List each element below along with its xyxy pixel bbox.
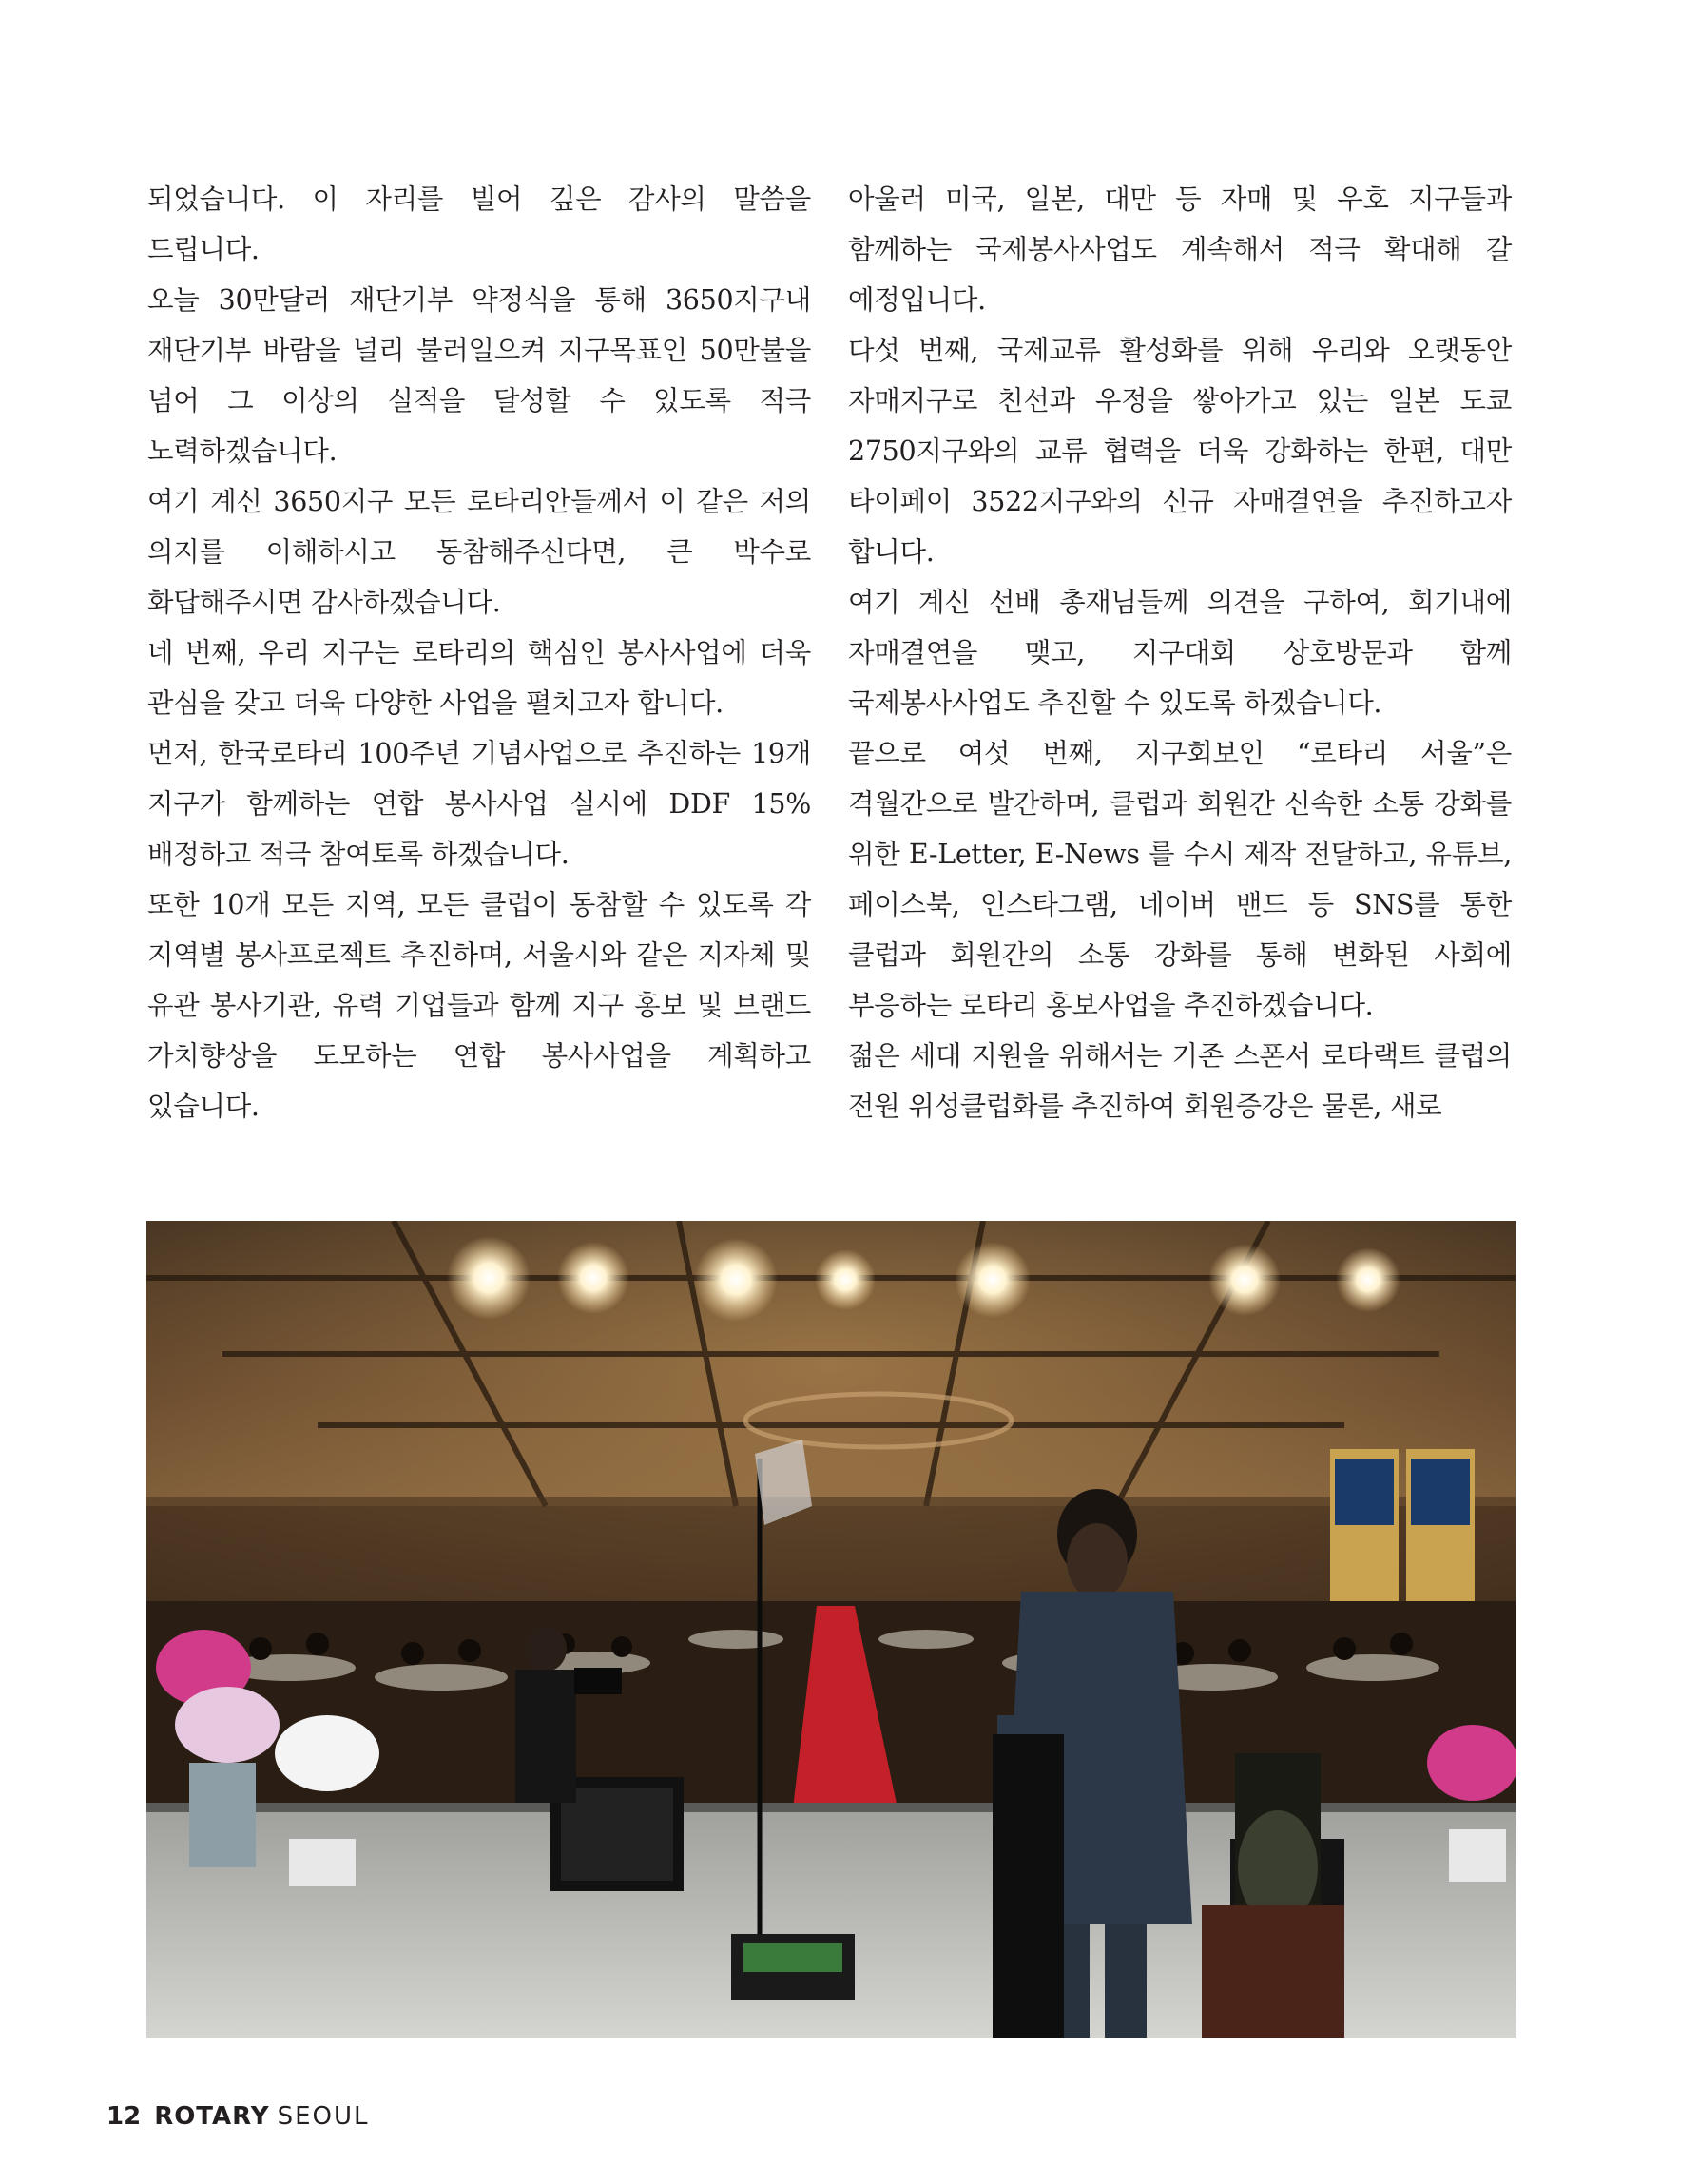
- paragraph: 네 번째, 우리 지구는 로타리의 핵심인 봉사사업에 더욱 관심을 갖고 더욱 다양한 사업을 펼치고자 합니다.: [147, 637, 811, 719]
- paragraph: 또한 10개 모든 지역, 모든 클럽이 동참할 수 있도록 각 지역별 봉사프로젝트 추진하며, 서울시와 같은 지자체 및 유관 봉사기관, 유력 기업들과 함께 지구 홍보 및 브랜드 가치향상을 도모하는 연합 봉사사업을 계획하고 있습니다.: [147, 889, 811, 1122]
- page-footer: [106, 2102, 370, 2140]
- paragraph: 여기 계신 3650지구 모든 로타리안들께서 이 같은 저의 의지를 이해하시고 동참해주신다면, 큰 박수로 화답해주시면 감사하겠습니다.: [147, 486, 811, 618]
- paragraph: 여기 계신 선배 총재님들께 의견을 구하여, 회기내에 자매결연을 맺고, 지구대회 상호방문과 함께 국제봉사사업도 추진할 수 있도록 하겠습니다.: [848, 587, 1512, 719]
- paragraph: 아울러 미국, 일본, 대만 등 자매 및 우호 지구들과 함께하는 국제봉사사업도 계속해서 적극 확대해 갈 예정입니다.: [848, 184, 1512, 316]
- publication-name: ROTARY: [154, 2102, 270, 2131]
- banquet-hall-photo-icon: [146, 1221, 1516, 2038]
- banquet-hall-photo: [146, 1221, 1516, 2038]
- paragraph: 오늘 30만달러 재단기부 약정식을 통해 3650지구내 재단기부 바람을 널리 불러일으켜 지구목표인 50만불을 넘어 그 이상의 실적을 달성할 수 있도록 적극 노력하겠습니다.: [147, 284, 811, 467]
- paragraph: 끝으로 여섯 번째, 지구회보인 “로타리 서울”은 격월간으로 발간하며, 클럽과 회원간 신속한 소통 강화를 위한 E-Letter, E-News 를 수시 제작 전달하고, 유튜브, 페이스북, 인스타그램, 네이버 밴드 등 SNS를 통한 클럽과 회원간의 소통 강화를 통해 변화된 사회에 부응하는 로타리 홍보사업을 추진하겠습니다.: [848, 738, 1512, 1021]
- paragraph: 먼저, 한국로타리 100주년 기념사업으로 추진하는 19개 지구가 함께하는 연합 봉사사업 실시에 DDF 15% 배정하고 적극 참여토록 하겠습니다.: [147, 738, 811, 870]
- paragraph: 되었습니다. 이 자리를 빌어 깊은 감사의 말씀을 드립니다.: [147, 184, 811, 265]
- page-number: 12: [106, 2102, 142, 2131]
- paragraph: 다섯 번째, 국제교류 활성화를 위해 우리와 오랫동안 자매지구로 친선과 우정을 쌓아가고 있는 일본 도쿄 2750지구와의 교류 협력을 더욱 강화하는 한편, 대만 타이페이 3522지구와의 신규 자매결연을 추진하고자 합니다.: [848, 335, 1512, 568]
- right-text-column: [848, 174, 1512, 1131]
- publication-name-secondary: SEOUL: [277, 2102, 370, 2131]
- left-text-column: [147, 174, 811, 1131]
- paragraph: 젊은 세대 지원을 위해서는 기존 스폰서 로타랙트 클럽의 전원 위성클럽화를 추진하여 회원증강은 물론, 새로: [848, 1040, 1512, 1122]
